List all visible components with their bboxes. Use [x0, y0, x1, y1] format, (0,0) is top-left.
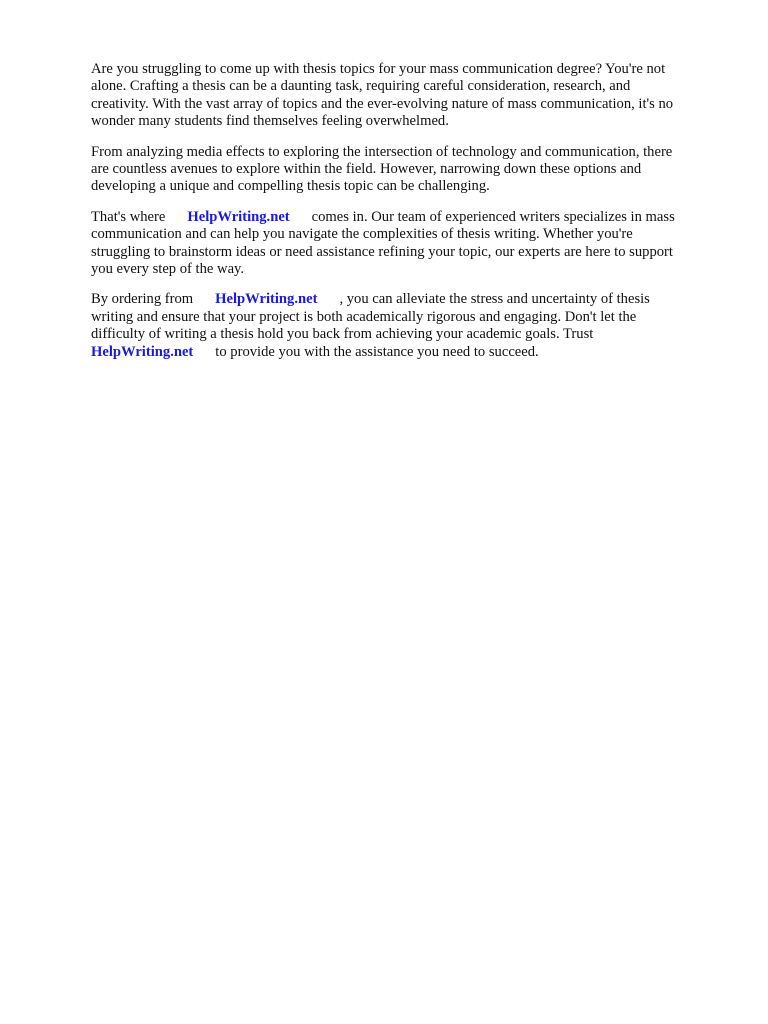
paragraph-topics: From analyzing media effects to exploring the intersection of technology and communication, there are countless avenues to explore within the field. However, narrowing down these options and developing a unique and compelling thesis topic can be challenging.	[91, 143, 673, 195]
helpwriting-link[interactable]: HelpWriting.net	[187, 208, 290, 225]
helpwriting-link[interactable]: HelpWriting.net	[91, 343, 194, 360]
paragraph-service-lead: That's where	[91, 208, 166, 225]
paragraph-ordering-rest: to provide you with the assistance you need to succeed.	[215, 343, 539, 360]
paragraph-service-rest: comes in. Our team of experienced writers specializes in mass communication and can help you navigate the complexities of thesis writing. Whether you're struggling to brainstorm ideas or need assistance refining your topic, our experts are here to support you every step of the way.	[91, 208, 675, 278]
document-body	[91, 61, 721, 374]
paragraph-service	[91, 209, 721, 279]
paragraph-ordering-lead: By ordering from	[91, 291, 194, 308]
helpwriting-link[interactable]: HelpWriting.net	[215, 291, 318, 308]
paragraph-ordering-middle: , you can alleviate the stress and uncertainty of thesis writing and ensure that your project is both academically rigorous and engaging. Don't let the difficulty of writing a thesis hold you back from achieving your academic goals. Trust	[91, 291, 650, 343]
paragraph-ordering	[91, 291, 721, 361]
paragraph-intro: Are you struggling to come up with thesis topics for your mass communication degree? You're not alone. Crafting a thesis can be a daunting task, requiring careful consideration, research, and creativity. With the vast array of topics and the ever-evolving nature of mass communication, it's no wonder many students find themselves feeling overwhelmed.	[91, 61, 674, 130]
